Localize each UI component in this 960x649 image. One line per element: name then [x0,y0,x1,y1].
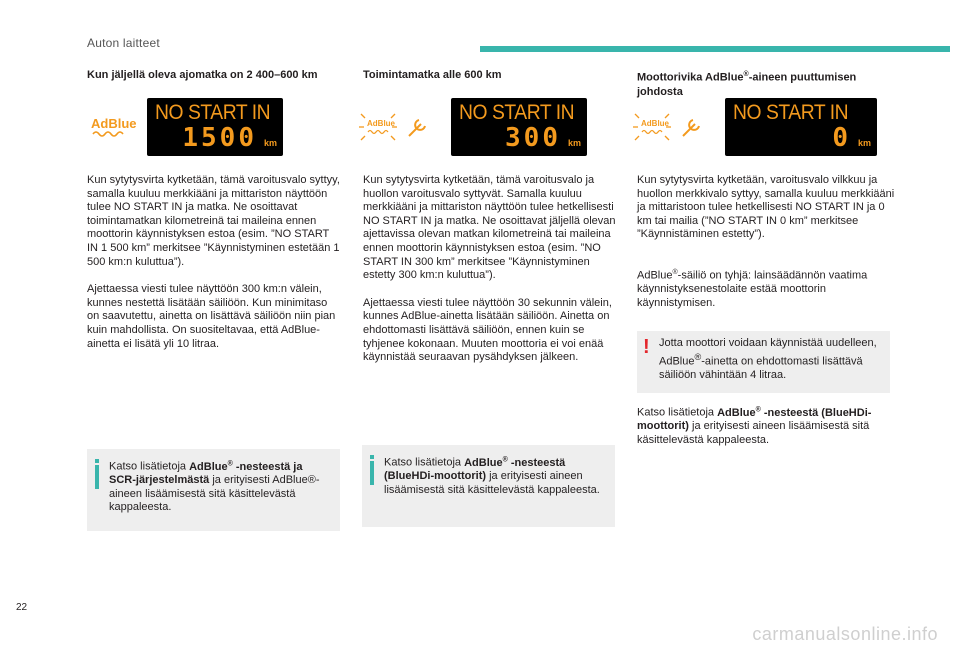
column-heading: Kun jäljellä oleva ajomatka on 2 400–600 km [87,69,318,81]
adblue-lamp-label: AdBlue [641,119,669,128]
display-unit: km [263,138,277,148]
display-message: NO START IN [155,101,271,124]
warning-note: ! Jotta moottori voidaan käynnistää uudelleen, AdBlue®-ainetta on ehdottomasti lisättävä säiliöön vähintään 4 litraa. [637,331,890,393]
info-icon [95,459,99,489]
display-distance: 0 [832,123,851,153]
adblue-service-warning-icon [631,110,711,144]
column-engine-fault [637,68,895,310]
instrument-display [451,98,587,156]
display-unit: km [857,138,871,148]
display-row [637,98,895,158]
display-message: NO START IN [459,101,575,124]
paragraph: Kun sytytysvirta kytketään, tämä varoitusvalo syttyy, samalla kuuluu merkkiääni ja mittariston näyttöön tulee NO START IN ja matka. Ne osoittavat toimintamatkan kilometreinä tai maileina ennen moottorin käynnistyksen estoa (esim. ”NO START IN 1 500 km” merkitsee ”Käynnistyminen estetään 1 500 km:n kuluttua”). [87,174,340,268]
header-rule [480,46,950,52]
paragraph: Kun sytytysvirta kytketään, varoitusvalo vilkkuu ja huollon merkkivalo syttyy, samalla kuuluu merkkiääni ja mittaristoon tulee hetkellisesti NO START IN ja 0 km tai mailia (”NO START IN 0 km” merkitsee ”Käynnistäminen estetty”). [637,174,895,241]
watermark: carmanualsonline.info [752,624,938,644]
display-distance: 300 [505,123,561,153]
adblue-lamp-label: AdBlue [91,116,137,131]
info-icon [370,455,374,485]
paragraph: Kun sytytysvirta kytketään, tämä varoitusvalo ja huollon varoitusvalo syttyvät. Samalla kuuluu merkkiääni ja mittariston näyttöön tulee hetkellisesti NO START IN ja matka. Ne osoittavat jäljellä olevan ajettavissa olevan matkan kilometreinä tai maileina ennen moottorin käynnistyksen estoa (esim. ”NO START IN 300 km” merkitsee ”Käynnistyminen estetty 300 km:n kuluttua”). [363,174,616,282]
exclamation-icon: ! [643,336,650,358]
column-heading: Toimintamatka alle 600 km [363,69,502,81]
display-message: NO START IN [733,101,849,124]
display-row [87,98,342,158]
adblue-warning-icon [87,110,147,144]
reference-paragraph: Katso lisätietoja AdBlue® -nesteestä (BlueHDi-moottorit) ja erityisesti aineen lisäämisestä sitä käsittelevästä kappaleesta. [637,406,872,446]
section-title: Auton laitteet [87,36,160,50]
paragraph: Ajettaessa viesti tulee näyttöön 30 sekunnin välein, kunnes AdBlue-ainetta lisätään säiliöön. Ainetta on ehdottomasti lisättävä säiliöön, ennen kuin se tyhjenee kokonaan. Muuten moottoria ei voi enää käynnistää seuraavan pysähdyksen jälkeen. [363,296,612,364]
info-note: Katso lisätietoja AdBlue® -nesteestä ja SCR-järjestelmästä ja erityisesti AdBlue®-aineen lisäämisestä sitä käsittelevästä kappaleesta. [87,449,340,531]
display-row [363,98,618,158]
column-range-2400-600 [87,68,342,351]
instrument-display [147,98,283,156]
column-heading: Moottorivika AdBlue®-aineen puuttumisen johdosta [637,71,857,98]
instrument-display [725,98,877,156]
adblue-service-warning-icon [357,110,437,144]
page-number: 22 [16,602,28,613]
paragraph: Ajettaessa viesti tulee näyttöön 300 km:n välein, kunnes nestettä lisätään säiliöön. Kun minimitaso on saavutettu, ainetta on lisättävä säiliöön niin pian kuin mahdollista. On suositeltavaa, että AdBlue-ainetta ei lisätä yli 10 litraa. [87,283,336,350]
info-note: Katso lisätietoja AdBlue® -nesteestä (BlueHDi-moottorit) ja erityisesti aineen lisäämisestä sitä käsittelevästä kappaleesta. [362,445,615,527]
adblue-lamp-label: AdBlue [367,119,395,128]
display-unit: km [567,138,581,148]
column-range-under-600 [363,68,618,365]
display-distance: 1500 [182,123,257,153]
paragraph: AdBlue®-säiliö on tyhjä: lainsäädännön vaatima käynnistyksenestolaite estää moottorin käynnistymisen. [637,268,868,309]
